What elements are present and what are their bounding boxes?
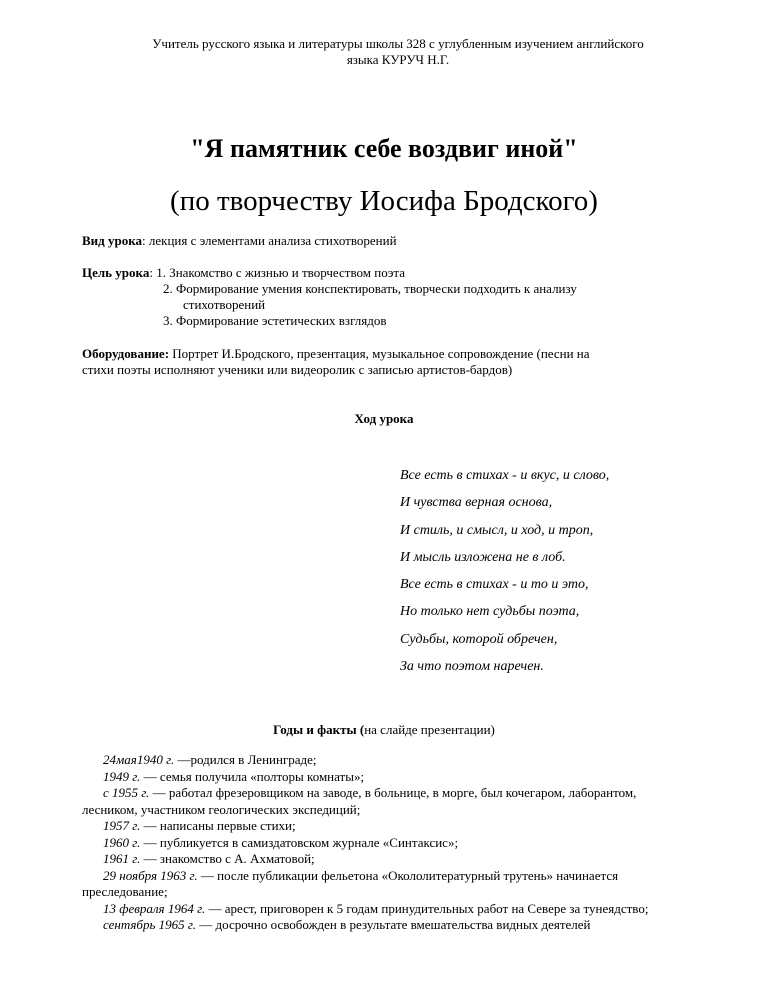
lesson-goal-item-2: 2. Формирование умения конспектировать, творчески подходить к анализу	[163, 281, 577, 296]
poem-line: Все есть в стихах - и вкус, и слово,	[400, 468, 610, 483]
header-line-2: языка КУРУЧ Н.Г.	[346, 52, 450, 67]
fact-text: — написаны первые стихи;	[140, 818, 296, 833]
fact-item	[82, 868, 694, 901]
lesson-goal-item-3: 3. Формирование эстетических взглядов	[163, 313, 387, 328]
biography-facts	[82, 752, 694, 934]
lesson-goal-item-2-continued: стихотворений	[183, 297, 266, 312]
author-header	[90, 36, 706, 68]
poem-line: И мысль изложена не в лоб.	[400, 549, 566, 565]
poem-line: За что поэтом наречен.	[400, 659, 544, 675]
header-line-1: Учитель русского языка и литературы школы 328 с углубленным изучением английского	[152, 36, 644, 51]
equipment-text-1: Портрет И.Бродского, презентация, музыкальное сопровождение (песни на	[169, 346, 590, 361]
lesson-type	[82, 233, 702, 249]
lesson-goal-label: Цель урока	[82, 265, 150, 280]
fact-item	[82, 901, 694, 918]
fact-date: 1957 г.	[103, 818, 141, 833]
fact-date: сентябрь 1965 г.	[103, 917, 197, 932]
lesson-type-label: Вид урока	[82, 233, 143, 248]
fact-text: — публикуется в самиздатовском журнале «Синтаксис»;	[140, 834, 459, 850]
lesson-goal	[82, 265, 702, 281]
fact-item	[82, 835, 694, 852]
fact-date: 24мая1940 г.	[103, 752, 175, 767]
fact-text: — работал фрезеровщиком на заводе, в больнице, в морге, был кочегаром, лаборантом, лесником, участником геологических экспедиций;	[82, 785, 637, 817]
fact-item	[82, 818, 694, 835]
fact-item	[82, 917, 694, 934]
fact-date: 13 февраля 1964 г.	[103, 900, 206, 916]
fact-date: 1949 г.	[103, 768, 141, 784]
fact-text: —родился в Ленинграде;	[174, 752, 317, 767]
fact-text: — знакомство с А. Ахматовой;	[140, 851, 315, 866]
facts-heading-note: на слайде презентации)	[364, 722, 495, 737]
fact-date: 1960 г.	[103, 834, 141, 850]
poem-line: И чувства верная основа,	[400, 495, 553, 511]
fact-text: — досрочно освобожден в результате вмешательства видных деятелей	[196, 917, 591, 932]
lesson-goal-list	[163, 281, 703, 329]
fact-item	[82, 851, 694, 868]
fact-item	[82, 769, 694, 786]
fact-item	[82, 785, 694, 818]
document-subtitle: (по творчеству Иосифа Бродского)	[170, 185, 598, 217]
lesson-goal-item-1: : 1. Знакомство с жизнью и творчеством поэта	[149, 265, 406, 280]
equipment-text-2: стихи поэты исполняют ученики или видеоролик с записью артистов-бардов)	[82, 362, 513, 377]
facts-heading-bold: Годы и факты (	[273, 722, 365, 737]
fact-date: 1961 г.	[103, 851, 141, 866]
poem-line: Все есть в стихах - и то и это,	[400, 577, 589, 593]
poem-line: И стиль, и смысл, и ход, и троп,	[400, 522, 594, 538]
fact-date: с 1955 г.	[103, 785, 150, 800]
equipment	[82, 346, 702, 378]
epigraph-poem	[400, 467, 609, 685]
facts-heading	[0, 722, 768, 738]
equipment-label: Оборудование:	[82, 346, 170, 361]
lesson-flow-heading: Ход урока	[354, 411, 414, 426]
fact-text: — семья получила «полторы комнаты»;	[140, 768, 365, 784]
poem-line: Судьбы, которой обречен,	[400, 631, 558, 647]
fact-text: — после публикации фельетона «Окололитературный трутень» начинается преследование;	[82, 867, 619, 899]
fact-date: 29 ноября 1963 г.	[103, 867, 198, 883]
fact-item	[82, 752, 694, 769]
poem-line: Но только нет судьбы поэта,	[400, 604, 580, 620]
document-title: "Я памятник себе воздвиг иной"	[190, 134, 578, 163]
lesson-type-text: : лекция с элементами анализа стихотворений	[142, 233, 397, 248]
fact-text: — арест, приговорен к 5 годам принудительных работ на Севере за тунеядство;	[205, 900, 649, 916]
